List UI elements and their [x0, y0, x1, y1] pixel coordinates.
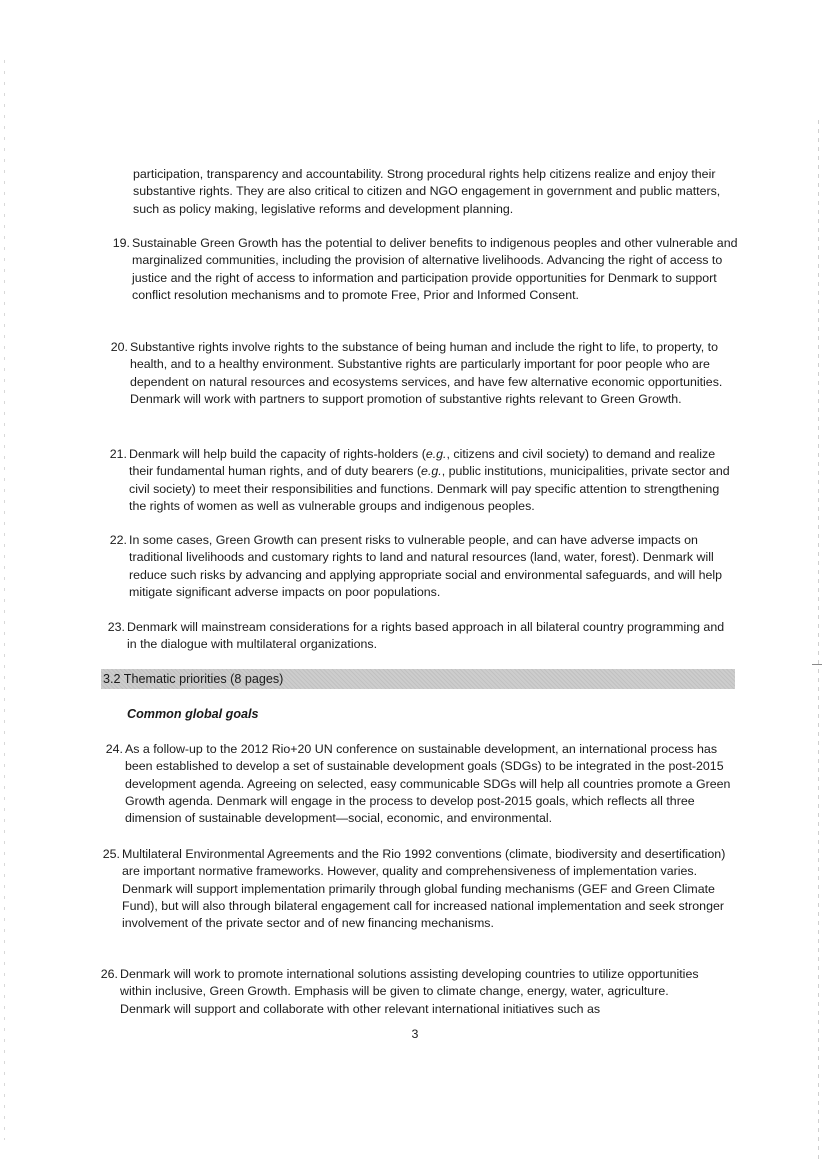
paragraph-number: 24. — [105, 742, 123, 756]
paragraph-text: In some cases, Green Growth can present risks to vulnerable people, and can have adverse impacts on traditional livelihoods and customary rights to land and natural resources (land, water, forest). Denmark will reduce such risks by advancing and applying appropriate social and environmental safeguards, and will help mitigate significant adverse impacts on poor populations. — [129, 533, 723, 599]
section-heading-bar — [101, 669, 735, 689]
paragraph-number: 26. — [100, 967, 118, 981]
subheading: Common global goals — [127, 707, 259, 721]
paragraph-text: As a follow-up to the 2012 Rio+20 UN conference on sustainable development, an international process has been established to develop a set of sustainable development goals (SDGs) to be integrated in the post-2015 development agenda. Agreeing on selected, easy communicable SDGs will help all countries promote a Green Growth agenda. Denmark will engage in the process to develop post-2015 goals, which reflects all three dimension of sustainable development—social, economic, and environmental. — [125, 742, 731, 826]
paragraph-22 — [109, 532, 729, 601]
paragraph-number: 25. — [102, 847, 120, 861]
paragraph-text: Denmark will work to promote international solutions assisting developing countries to utilize opportunities within inclusive, Green Growth. Emphasis will be given to climate change, energy, water, agriculture. Denmark will support and collaborate with other relevant international initiatives such as — [120, 967, 699, 1016]
text-run: , public institutions, municipalities, private sector and civil society) to meet their responsibilities and functions. Denmark will pay specific attention to strengthening the rights of women as well as vulnerable groups and indigenous peoples. — [129, 464, 730, 513]
paragraph-text: Denmark will mainstream considerations for a rights based approach in all bilateral country programming and in the dialogue with multilateral organizations. — [127, 620, 725, 652]
text-run: Denmark will help build the capacity of rights-holders ( — [129, 447, 426, 461]
paragraph-text: Multilateral Environmental Agreements and the Rio 1992 conventions (climate, biodiversity and desertification) are important normative frameworks. However, quality and comprehensiveness of implementation varies. Denmark will support implementation primarily through global funding mechanisms (GEF and Green Climate Fund), but will also through bilateral engagement call for increased national implementation and seek stronger involvement of the private sector and of new financing mechanisms. — [122, 847, 726, 931]
paragraph-24 — [105, 741, 731, 827]
paragraph-text: Substantive rights involve rights to the substance of being human and include the right to life, to property, to health, and to a healthy environment. Substantive rights are particularly important for poor people who are dependent on natural resources and ecosystems services, and have few alternative economic opportunities. Denmark will work with partners to support promotion of substantive rights relevant to Green Growth. — [130, 340, 723, 406]
italic-eg: e.g. — [421, 464, 442, 479]
paragraph-text — [129, 446, 732, 515]
paragraph-19 — [112, 235, 742, 304]
paragraph-number: 19. — [112, 236, 130, 250]
paragraph-continuation — [133, 166, 733, 218]
paragraph-number: 21. — [109, 447, 127, 461]
section-heading: 3.2 Thematic priorities (8 pages) — [103, 672, 284, 686]
paragraph-number: 20. — [110, 340, 128, 354]
paragraph-26 — [100, 966, 722, 1018]
paragraph-23 — [107, 619, 732, 654]
paragraph-number: 22. — [109, 533, 127, 547]
paragraph-25 — [102, 846, 727, 932]
paragraph-20 — [110, 339, 742, 408]
paragraph-21 — [109, 446, 732, 515]
italic-eg: e.g. — [425, 447, 447, 461]
paragraph-text: participation, transparency and accountability. Strong procedural rights help citizens realize and enjoy their substantive rights. They are also critical to citizen and NGO engagement in government and public matters, such as policy making, legislative reforms and development planning. — [133, 167, 721, 216]
text-run: , citizens and civil society) to demand and realize their fundamental human rights, and of duty bearers ( — [129, 447, 716, 479]
paragraph-text: Sustainable Green Growth has the potential to deliver benefits to indigenous peoples and other vulnerable and marginalized communities, including the provision of alternative livelihoods. Advancing the right of access to justice and the right of access to information and participation provide opportunities for Denmark to support conflict resolution mechanisms and to promote Free, Prior and Informed Consent. — [132, 236, 738, 302]
page-number: 3 — [411, 1027, 419, 1041]
paragraph-number: 23. — [107, 620, 125, 634]
